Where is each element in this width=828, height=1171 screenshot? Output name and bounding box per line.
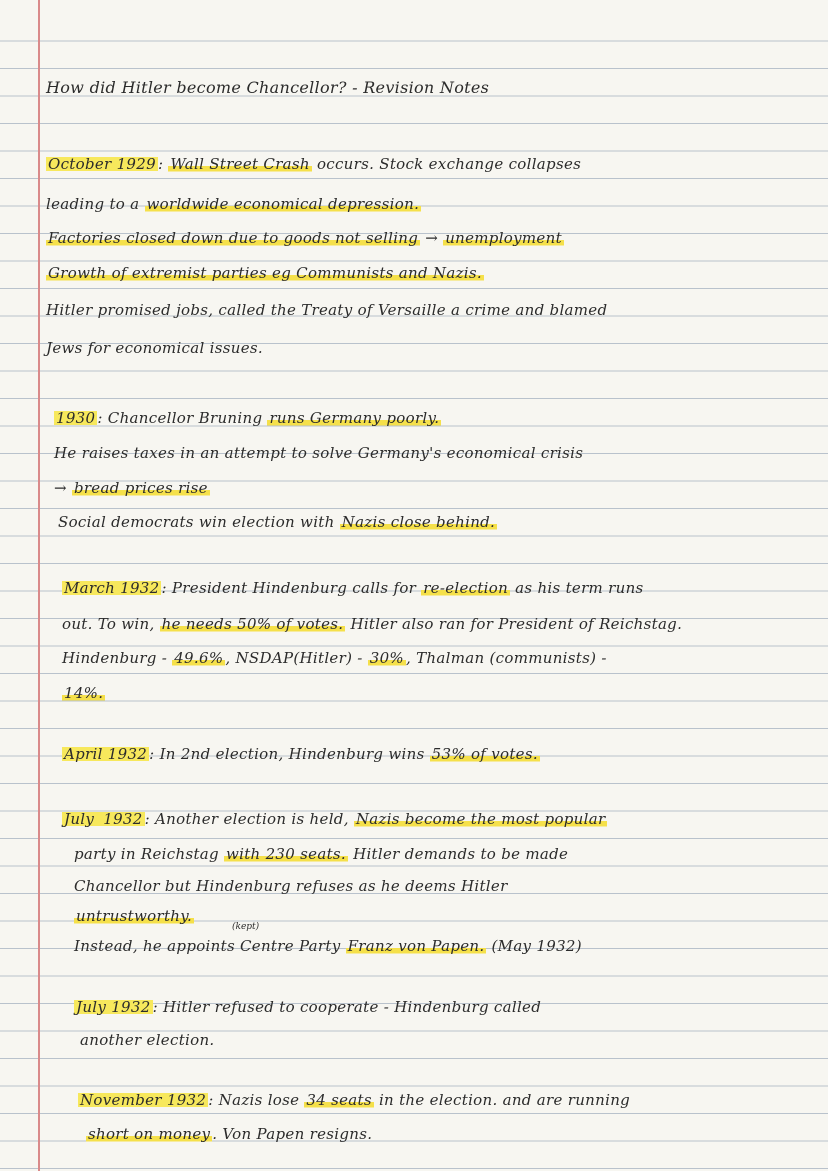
text-span: out. To win, (62, 615, 160, 633)
march-1932-line-4 (62, 683, 105, 703)
text-span: 14%. (64, 684, 104, 702)
text-span: worldwide economical depression. (146, 195, 420, 213)
july-1932-line-4 (74, 906, 194, 926)
text-span: . Von Papen resigns. (212, 1125, 373, 1143)
text-span: Instead, he appoints Centre Party (74, 937, 346, 955)
july-1932b-line-2 (80, 1030, 214, 1050)
1930-line-1 (54, 408, 441, 428)
1930-line-2 (54, 443, 583, 463)
text-span: unemployment (445, 229, 562, 247)
text-span: : Nazis lose (208, 1091, 305, 1109)
date-july: July (64, 810, 95, 828)
text-span: bread prices rise (73, 479, 208, 497)
text-span: as his term runs (510, 579, 644, 597)
text-span: runs Germany poorly. (269, 409, 440, 427)
nov-1932-line-2 (86, 1124, 372, 1144)
text-span: in the election. and are running (373, 1091, 631, 1109)
text-span: Hindenburg - (62, 649, 173, 667)
oct-1929-line-2 (46, 194, 421, 214)
text-span: : (157, 155, 169, 173)
text-span: , NSDAP(Hitler) - (225, 649, 368, 667)
march-1932-line-2 (62, 614, 682, 634)
july-1932-line-3 (74, 876, 508, 896)
text-span: : Hitler refused to cooperate - Hindenburg called (152, 998, 542, 1016)
oct-1929-line-3 (46, 228, 564, 248)
kept-note: (kept) (232, 922, 260, 932)
text-span: re-election (423, 579, 509, 597)
text-span: , Thalman (communists) - (405, 649, 607, 667)
text-span: with 230 seats. (225, 845, 346, 863)
text-span: leading to a (46, 195, 145, 213)
text-span: (May 1932) (486, 937, 582, 955)
text-span: short on money (88, 1125, 211, 1143)
date-march-1932: March 1932 (64, 579, 160, 597)
text-span: Social democrats win election with (58, 513, 340, 531)
text-span: Hitler demands to be made (348, 845, 569, 863)
arrow-text: → (420, 229, 444, 247)
oct-1929-line-6 (46, 338, 263, 358)
text-span: He raises taxes in an attempt to solve Germany's economical crisis (54, 444, 584, 462)
text-span: Hitler promised jobs, called the Treaty of Versaille a crime and blamed (46, 301, 608, 319)
march-1932-line-1 (62, 578, 644, 598)
text-span: : Another election is held, (144, 810, 354, 828)
oct-1929-line-1 (46, 154, 581, 174)
oct-1929-line-5 (46, 300, 607, 320)
text-span: 49.6% (174, 649, 224, 667)
oct-1929-line-4 (46, 263, 484, 283)
july-1932-line-1 (62, 809, 607, 829)
text-span: occurs. Stock exchange collapses (311, 155, 582, 173)
date-april-1932: April 1932 (64, 745, 148, 763)
text-span: Franz von Papen. (347, 937, 485, 955)
date-november-1932: November 1932 (80, 1091, 207, 1109)
text-span: Growth of extremist parties eg Communists and Nazis. (48, 264, 482, 282)
text-span: : Chancellor Bruning (97, 409, 268, 427)
text-span: Chancellor but Hindenburg refuses as he deems Hitler (74, 877, 508, 895)
july-1932-line-2 (74, 844, 568, 864)
text-span: Jews for economical issues. (46, 339, 263, 357)
1930-line-3 (54, 478, 210, 498)
text-span: 53% of votes. (431, 745, 538, 763)
july-1932b-line-1 (74, 997, 541, 1017)
text-span: untrustworthy. (76, 907, 193, 925)
text-span: Factories closed down due to goods not selling (48, 229, 419, 247)
arrow-text: → (54, 479, 72, 497)
text-span: 30% (369, 649, 404, 667)
text-span: Hitler also ran for President of Reichstag. (345, 615, 683, 633)
1930-line-4 (58, 512, 497, 532)
text-span: : In 2nd election, Hindenburg wins (149, 745, 430, 763)
text-span: : President Hindenburg calls for (161, 579, 422, 597)
march-1932-line-3 (62, 648, 607, 668)
july-1932-line-5 (74, 936, 582, 956)
text-span: another election. (80, 1031, 215, 1049)
page-title-text: How did Hitler become Chancellor? - Revision Notes (46, 78, 490, 97)
text-span: he needs 50% of votes. (161, 615, 344, 633)
text-span: Wall Street Crash (170, 155, 310, 173)
text-span: 34 seats (306, 1091, 372, 1109)
date-1930: 1930 (56, 409, 96, 427)
text-span: Nazis become the most popular (355, 810, 606, 828)
date-1932: 1932 (98, 810, 143, 828)
nov-1932-line-1 (78, 1090, 630, 1110)
date-july-1932: July 1932 (76, 998, 151, 1016)
date-october-1929: October 1929 (48, 155, 156, 173)
april-1932-line-1 (62, 744, 540, 764)
text-span: party in Reichstag (74, 845, 224, 863)
text-span: Nazis close behind. (341, 513, 496, 531)
page-title (46, 78, 489, 98)
